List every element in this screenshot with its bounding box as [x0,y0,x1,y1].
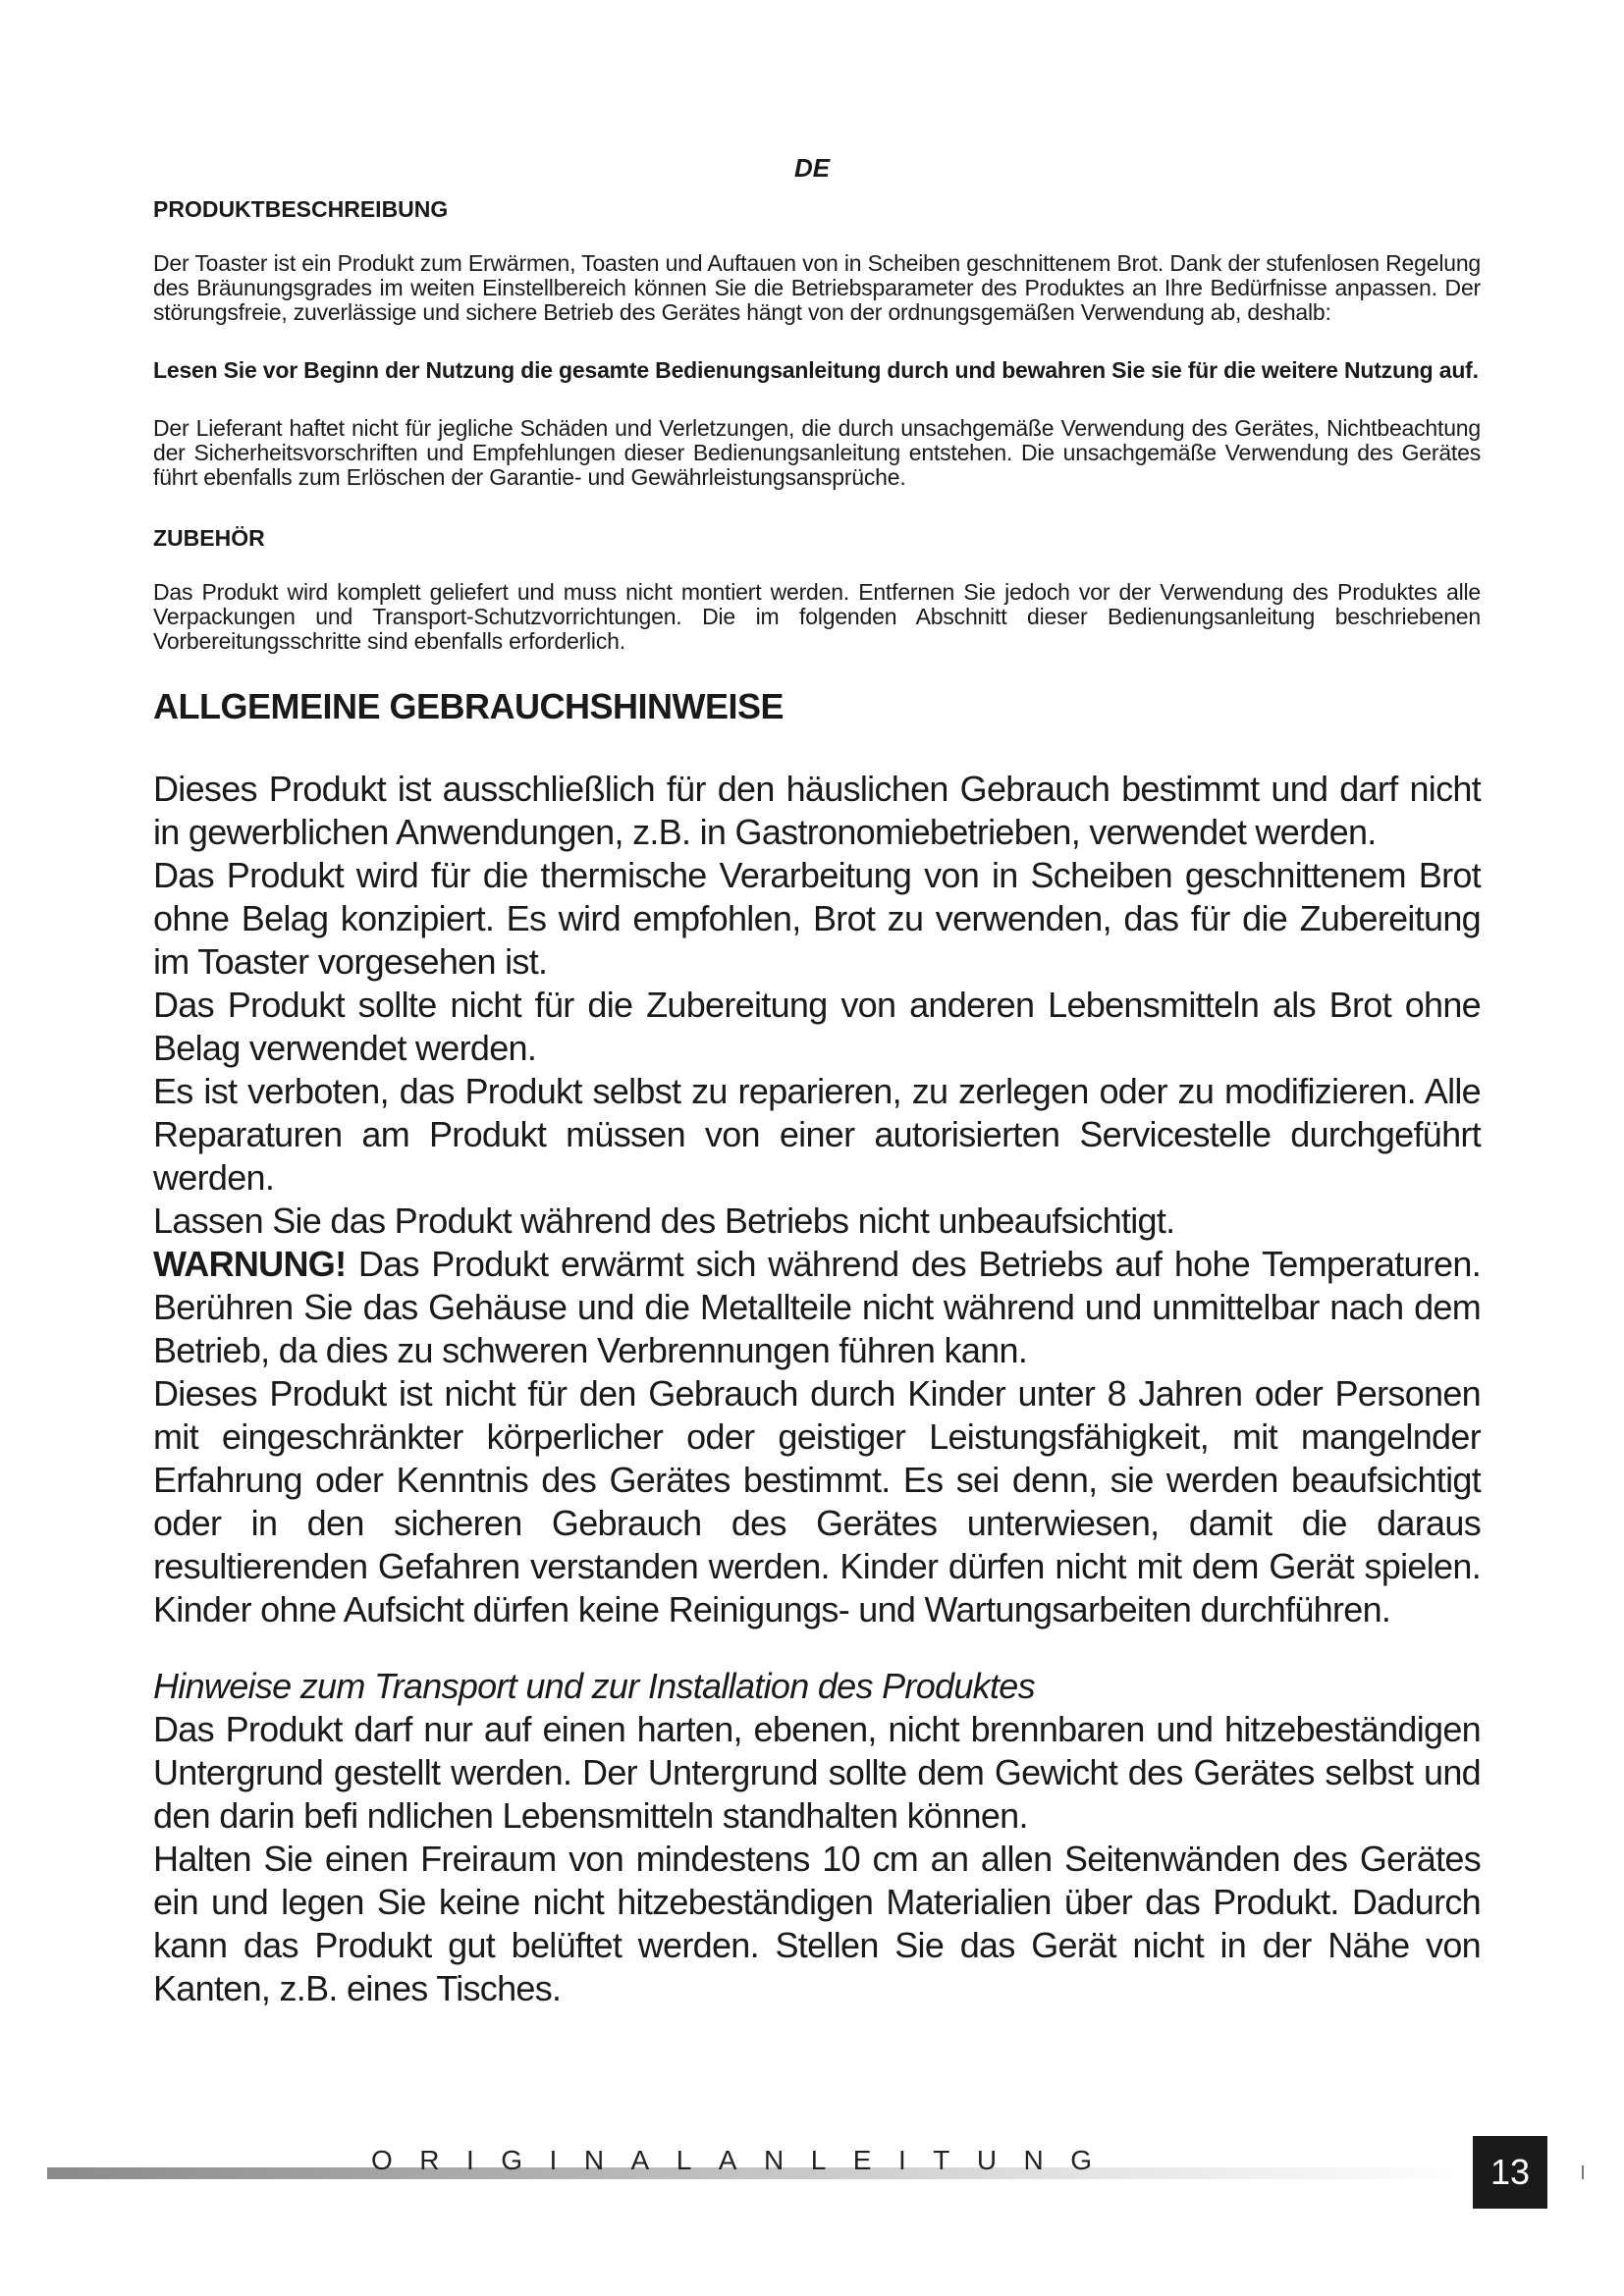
heading-gebrauchshinweise: ALLGEMEINE GEBRAUCHSHINWEISE [153,686,785,726]
warning-text: Das Produkt erwärmt sich während des Betriebs auf hohe Temperaturen. Berühren Sie das Gehäuse und die Metallteile nicht während und unmittelbar nach dem Betrieb, da dies zu schweren Verbrennungen führen kann. [153,1244,1481,1370]
paragraph-read-manual: Lesen Sie vor Beginn der Nutzung die gesamte Bedienungsanleitung durch und bewahren Sie sie für die weitere Nutzung auf. [153,357,1479,383]
paragraph-bread-processing: Das Produkt wird für die thermische Verarbeitung von in Scheiben geschnittenem Brot ohne Belag konzipiert. Es wird empfohlen, Brot zu verwenden, das für die Zubereitung im Toaster vorgesehen ist. [153,855,1481,982]
paragraph-children: Dieses Produkt ist nicht für den Gebrauch durch Kinder unter 8 Jahren oder Personen mit eingeschränkter körperlicher oder geistiger Leistungsfähigkeit, mit mangelnder Erfahrung oder Kenntnis des Gerätes bestimmt. Es sei denn, sie werden beaufsichtigt oder in den sicheren Gebrauch des Gerätes unterwiesen, damit die daraus resultierenden Gefahren verstanden werden. Kinder dürfen nicht mit dem Gerät spielen. Kinder ohne Aufsicht dürfen keine Reinigungs- und Wartungsarbeiten durchführen. [153,1373,1481,1629]
footer-tick [1582,2165,1584,2179]
paragraph-household-use: Dieses Produkt ist ausschließlich für den häuslichen Gebrauch bestimmt und darf nicht in gewerblichen Anwendungen, z.B. in Gastronomiebetrieben, verwendet werden. [153,769,1481,852]
paragraph-supervision: Lassen Sie das Produkt während des Betriebs nicht unbeaufsichtigt. [153,1201,1175,1241]
heading-transport: Hinweise zum Transport und zur Installation des Produktes [153,1666,1035,1706]
paragraph-clearance: Halten Sie einen Freiraum von mindestens 10 cm an allen Seitenwänden des Gerätes ein und legen Sie keine nicht hitzebeständigen Materialien über das Produkt. Dadurch kann das Produkt gut belüftet werden. Stellen Sie das Gerät nicht in der Nähe von Kanten, z.B. eines Tisches. [153,1839,1481,2008]
paragraph-warning [153,1243,1481,1372]
paragraph-no-repair: Es ist verboten, das Produkt selbst zu reparieren, zu zerlegen oder zu modifizieren. Alle Reparaturen am Produkt müssen von einer autorisierten Servicestelle durchgeführt werden. [153,1071,1481,1198]
warning-label: WARNUNG! [153,1244,347,1284]
heading-produktbeschreibung: PRODUKTBESCHREIBUNG [153,196,449,222]
language-code: DE [793,153,831,183]
paragraph-liability: Der Lieferant haftet nicht für jegliche Schäden und Verletzungen, die durch unsachgemäße Verwendung des Gerätes, Nichtbeachtung der Sicherheitsvorschriften und Empfehlungen dieser Bedienungsanleitung entstehen. Die unsachgemäße Verwendung des Gerätes führt ebenfalls zum Erlöschen der Garantie- und Gewährleistungsansprüche. [153,415,1481,490]
page-content [153,194,1481,2010]
heading-zubehoer: ZUBEHÖR [153,525,265,551]
paragraph-surface: Das Produkt darf nur auf einen harten, ebenen, nicht brennbaren und hitzebeständigen Untergrund gestellt werden. Der Untergrund sollte dem Gewicht des Gerätes selbst und den darin befi ndlichen Lebensmitteln standhalten können. [153,1709,1481,1836]
paragraph-accessories: Das Produkt wird komplett geliefert und muss nicht montiert werden. Entfernen Sie jedoch vor der Verwendung des Produktes alle Verpackungen und Transport-Schutzvorrichtungen. Die im folgenden Abschnitt dieser Bedienungsanleitung beschriebenen Vorbereitungsschritte sind ebenfalls erforderlich. [153,579,1481,654]
paragraph-intro: Der Toaster ist ein Produkt zum Erwärmen, Toasten und Auftauen von in Scheiben geschnittenem Brot. Dank der stufenlosen Regelung des Bräunungsgrades im weiten Einstellbereich können Sie die Betriebsparameter des Produktes an Ihre Bedürfnisse anpassen. Der störungsfreie, zuverlässige und sichere Betrieb des Gerätes hängt von der ordnungsgemäßen Verwendung ab, deshalb: [153,250,1481,325]
page-number: 13 [1473,2136,1547,2209]
footer-label: ORIGINALANLEITUNG [371,2145,1119,2175]
paragraph-no-other-food: Das Produkt sollte nicht für die Zubereitung von anderen Lebensmitteln als Brot ohne Belag verwendet werden. [153,985,1481,1068]
